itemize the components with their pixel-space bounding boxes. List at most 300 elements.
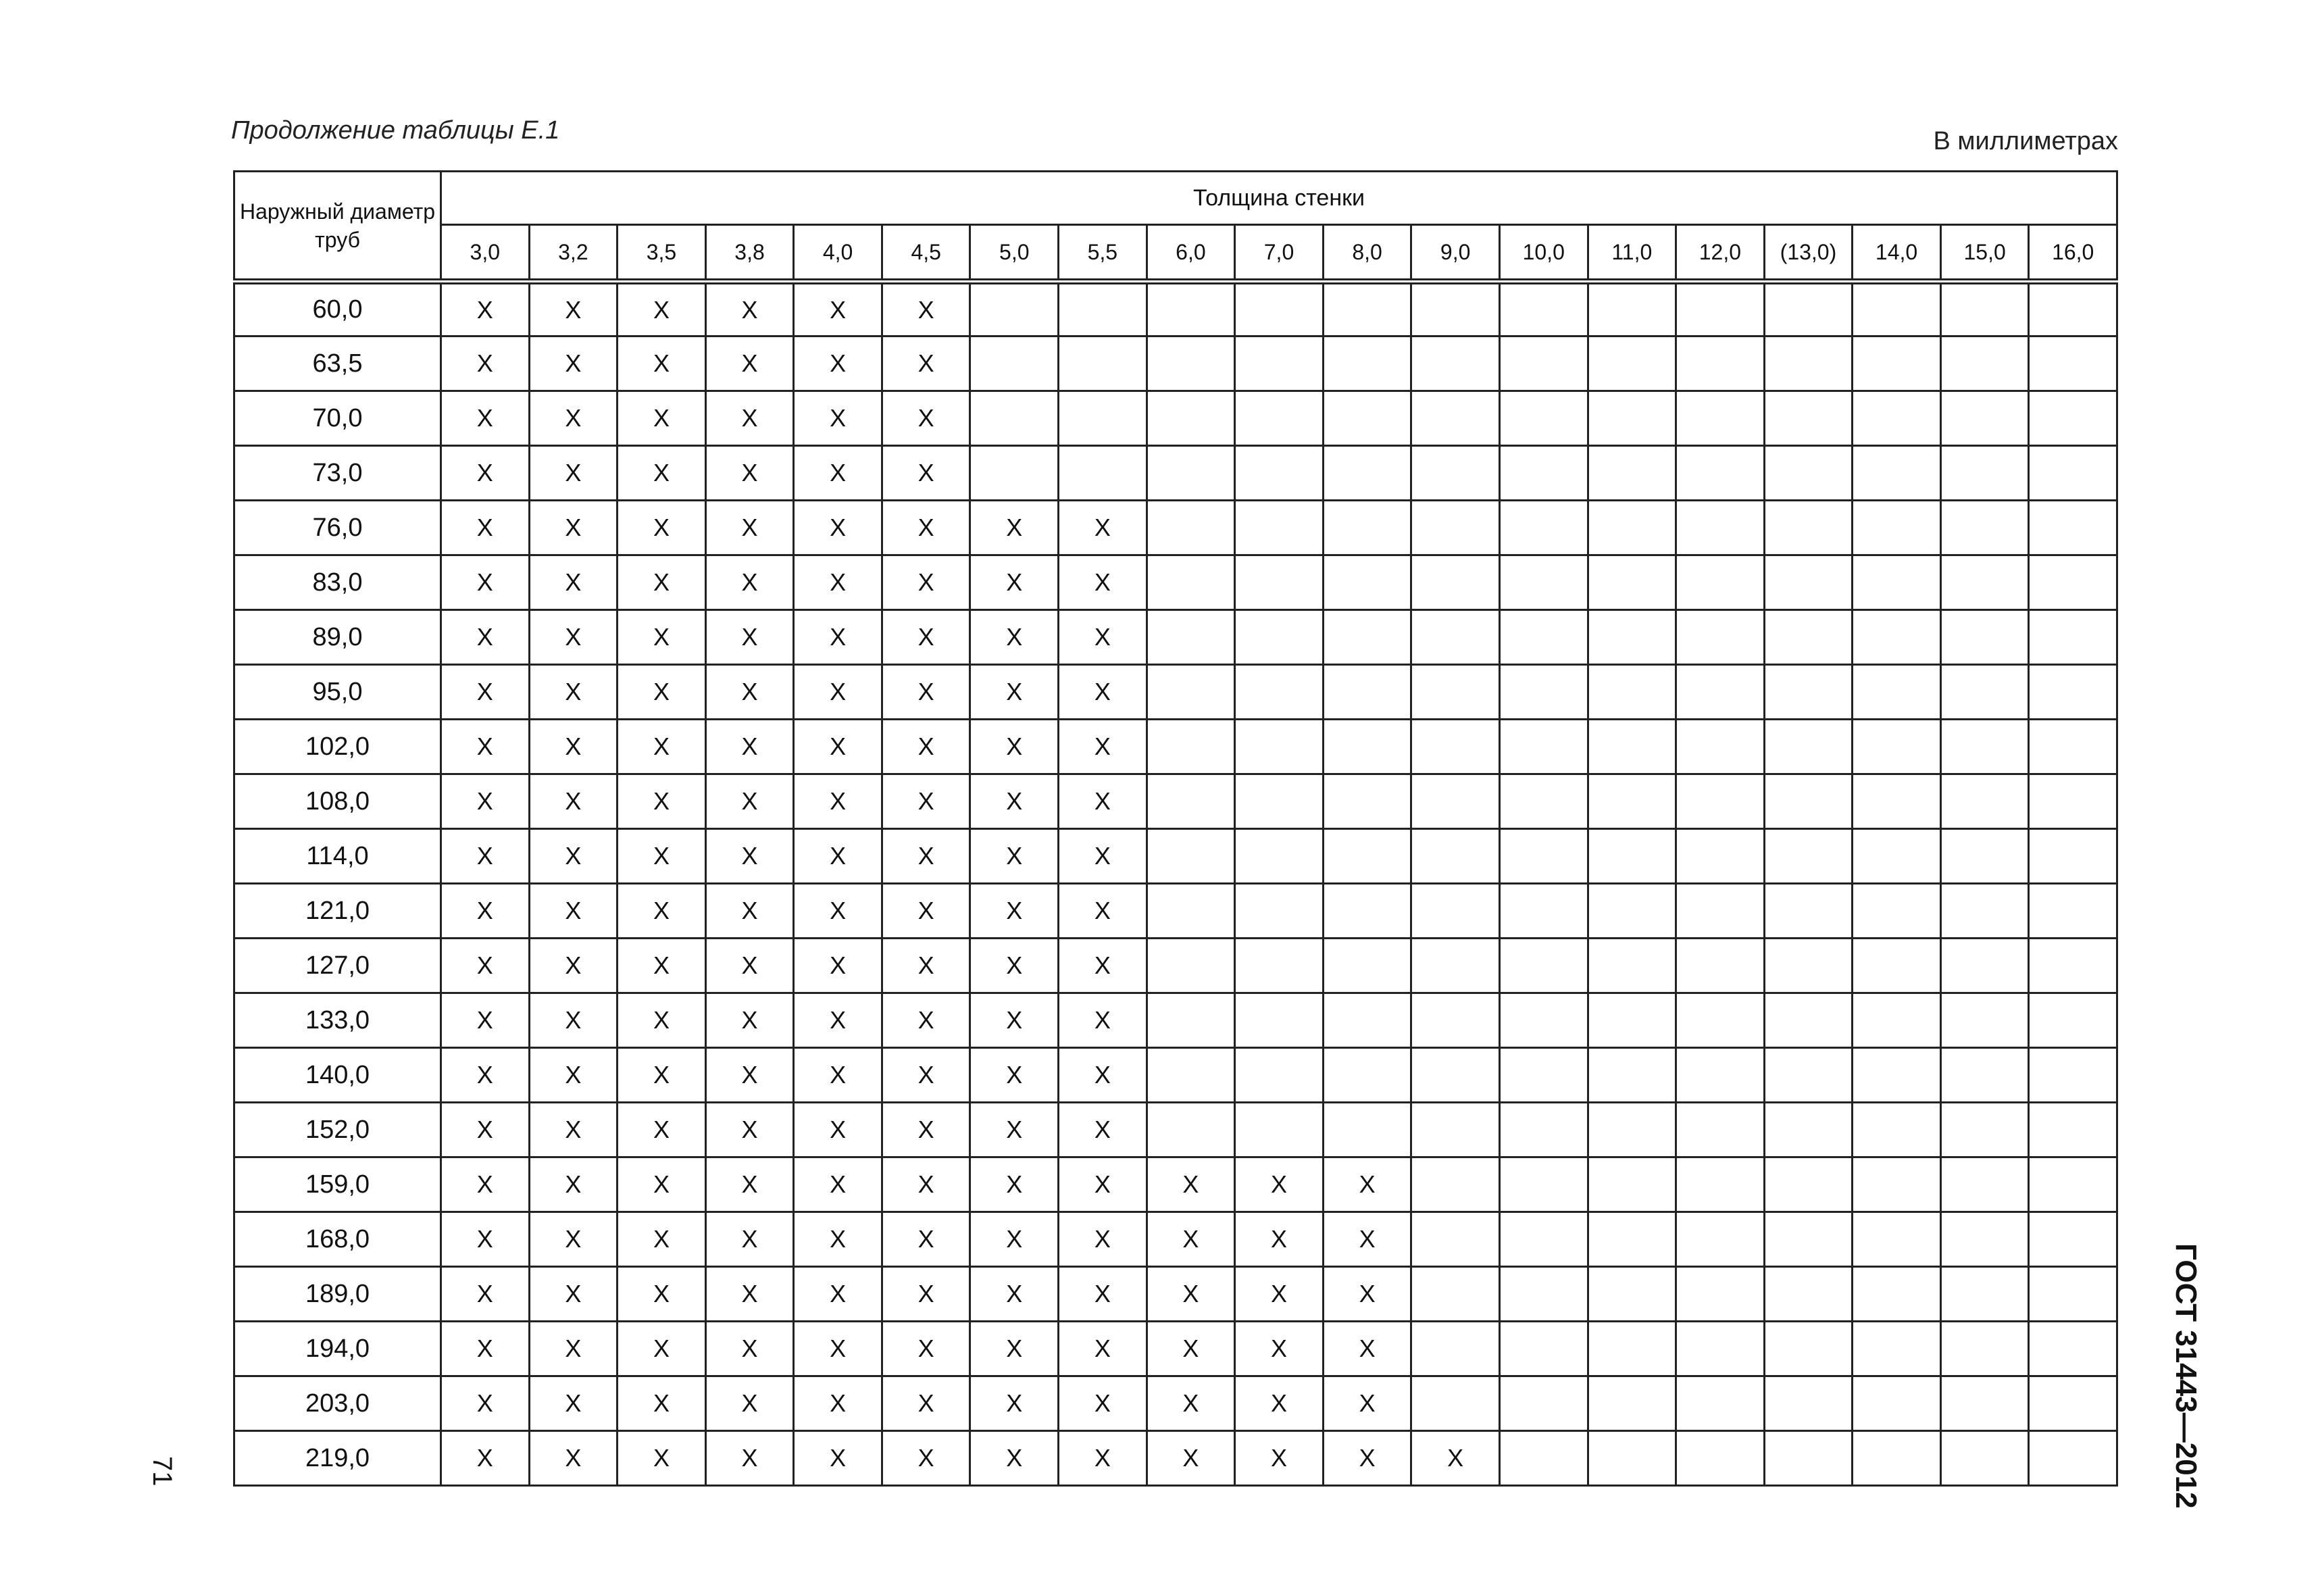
mark-cell: X <box>1323 1212 1411 1267</box>
mark-cell: X <box>970 1431 1059 1486</box>
empty-cell <box>1676 720 1765 774</box>
standard-label: ГОСТ 31443—2012 <box>2169 1243 2203 1509</box>
empty-cell <box>1323 610 1411 665</box>
mark-cell: X <box>705 555 794 610</box>
empty-cell <box>1323 391 1411 446</box>
table-row <box>234 610 2117 665</box>
mark-cell: X <box>794 1157 882 1212</box>
mark-cell: X <box>794 884 882 939</box>
mark-cell: X <box>970 665 1059 720</box>
empty-cell <box>1147 282 1235 336</box>
mark-cell: X <box>705 610 794 665</box>
thickness-cell: 15,0 <box>1940 225 2029 282</box>
empty-cell <box>1940 720 2029 774</box>
mark-cell: X <box>882 884 970 939</box>
mark-cell: X <box>705 446 794 501</box>
mark-cell: X <box>970 1267 1059 1322</box>
empty-cell <box>1411 1267 1500 1322</box>
mark-cell: X <box>618 665 706 720</box>
empty-cell <box>1853 501 1941 555</box>
mark-cell: X <box>1059 1212 1147 1267</box>
empty-cell <box>1323 993 1411 1048</box>
empty-cell <box>1853 829 1941 884</box>
empty-cell <box>1588 501 1676 555</box>
table-row <box>234 1267 2117 1322</box>
empty-cell <box>1323 774 1411 829</box>
empty-cell <box>1940 1431 2029 1486</box>
mark-cell: X <box>441 501 530 555</box>
mark-cell: X <box>529 446 618 501</box>
empty-cell <box>1411 555 1500 610</box>
empty-cell <box>1853 665 1941 720</box>
empty-cell <box>1853 939 1941 993</box>
diameter-header: Наружный диаметр труб <box>234 172 441 282</box>
mark-cell: X <box>882 1431 970 1486</box>
diameter-cell: 152,0 <box>234 1103 441 1157</box>
empty-cell <box>1676 1103 1765 1157</box>
empty-cell <box>1940 555 2029 610</box>
empty-cell <box>1853 282 1941 336</box>
empty-cell <box>1499 1376 1588 1431</box>
empty-cell <box>1235 993 1324 1048</box>
empty-cell <box>1588 282 1676 336</box>
thickness-cell: 14,0 <box>1853 225 1941 282</box>
empty-cell <box>1764 993 1853 1048</box>
mark-cell: X <box>794 1322 882 1376</box>
empty-cell <box>2029 993 2117 1048</box>
empty-cell <box>1676 1157 1765 1212</box>
mark-cell: X <box>1059 1322 1147 1376</box>
mark-cell: X <box>794 501 882 555</box>
mark-cell: X <box>794 1212 882 1267</box>
mark-cell: X <box>794 391 882 446</box>
mark-cell: X <box>441 1322 530 1376</box>
mark-cell: X <box>1059 829 1147 884</box>
empty-cell <box>2029 720 2117 774</box>
empty-cell <box>2029 1103 2117 1157</box>
mark-cell: X <box>705 1267 794 1322</box>
mark-cell: X <box>705 1157 794 1212</box>
empty-cell <box>1676 884 1765 939</box>
mark-cell: X <box>1059 774 1147 829</box>
empty-cell <box>1676 1267 1765 1322</box>
mark-cell: X <box>1235 1267 1324 1322</box>
mark-cell: X <box>970 939 1059 993</box>
mark-cell: X <box>882 336 970 391</box>
mark-cell: X <box>882 993 970 1048</box>
empty-cell <box>1147 939 1235 993</box>
mark-cell: X <box>882 1376 970 1431</box>
empty-cell <box>1147 774 1235 829</box>
empty-cell <box>1764 501 1853 555</box>
empty-cell <box>1764 555 1853 610</box>
empty-cell <box>2029 1322 2117 1376</box>
empty-cell <box>1147 720 1235 774</box>
empty-cell <box>1676 610 1765 665</box>
empty-cell <box>1147 993 1235 1048</box>
empty-cell <box>1764 1103 1853 1157</box>
empty-cell <box>1588 1157 1676 1212</box>
diameter-cell: 127,0 <box>234 939 441 993</box>
empty-cell <box>1764 665 1853 720</box>
empty-cell <box>1411 720 1500 774</box>
empty-cell <box>1323 1103 1411 1157</box>
mark-cell: X <box>529 829 618 884</box>
empty-cell <box>1499 1103 1588 1157</box>
table-row <box>234 720 2117 774</box>
empty-cell <box>1499 1322 1588 1376</box>
empty-cell <box>1588 1103 1676 1157</box>
mark-cell: X <box>529 665 618 720</box>
mark-cell: X <box>882 555 970 610</box>
empty-cell <box>1853 1103 1941 1157</box>
empty-cell <box>1676 939 1765 993</box>
empty-cell <box>1588 610 1676 665</box>
mark-cell: X <box>618 720 706 774</box>
empty-cell <box>1764 1267 1853 1322</box>
table-row <box>234 939 2117 993</box>
empty-cell <box>1499 391 1588 446</box>
diameter-cell: 102,0 <box>234 720 441 774</box>
mark-cell: X <box>441 555 530 610</box>
empty-cell <box>1059 336 1147 391</box>
mark-cell: X <box>529 1103 618 1157</box>
table-row <box>234 555 2117 610</box>
mark-cell: X <box>441 1048 530 1103</box>
empty-cell <box>1588 1376 1676 1431</box>
empty-cell <box>1940 446 2029 501</box>
diameter-cell: 133,0 <box>234 993 441 1048</box>
mark-cell: X <box>794 939 882 993</box>
empty-cell <box>1411 1103 1500 1157</box>
mark-cell: X <box>882 446 970 501</box>
diameter-cell: 76,0 <box>234 501 441 555</box>
empty-cell <box>1235 939 1324 993</box>
mark-cell: X <box>1235 1322 1324 1376</box>
empty-cell <box>1147 391 1235 446</box>
empty-cell <box>1499 446 1588 501</box>
table-row <box>234 1048 2117 1103</box>
mark-cell: X <box>970 610 1059 665</box>
empty-cell <box>1499 1157 1588 1212</box>
empty-cell <box>1499 939 1588 993</box>
empty-cell <box>970 391 1059 446</box>
mark-cell: X <box>441 1212 530 1267</box>
mark-cell: X <box>618 1267 706 1322</box>
mark-cell: X <box>1147 1157 1235 1212</box>
diameter-cell: 168,0 <box>234 1212 441 1267</box>
empty-cell <box>1499 665 1588 720</box>
empty-cell <box>1853 1267 1941 1322</box>
mark-cell: X <box>1059 1376 1147 1431</box>
mark-cell: X <box>1059 939 1147 993</box>
empty-cell <box>1853 1431 1941 1486</box>
empty-cell <box>970 336 1059 391</box>
empty-cell <box>1764 446 1853 501</box>
thickness-header: Толщина стенки <box>441 172 2117 225</box>
table-body <box>234 282 2117 1486</box>
mark-cell: X <box>882 1157 970 1212</box>
mark-cell: X <box>705 939 794 993</box>
mark-cell: X <box>794 993 882 1048</box>
empty-cell <box>1499 720 1588 774</box>
mark-cell: X <box>1059 665 1147 720</box>
mark-cell: X <box>970 884 1059 939</box>
diameter-cell: 140,0 <box>234 1048 441 1103</box>
mark-cell: X <box>618 884 706 939</box>
empty-cell <box>1676 1376 1765 1431</box>
empty-cell <box>1676 1048 1765 1103</box>
table-row <box>234 1431 2117 1486</box>
mark-cell: X <box>1059 993 1147 1048</box>
table-row <box>234 993 2117 1048</box>
mark-cell: X <box>1323 1376 1411 1431</box>
empty-cell <box>1676 282 1765 336</box>
mark-cell: X <box>441 665 530 720</box>
empty-cell <box>1853 884 1941 939</box>
empty-cell <box>2029 610 2117 665</box>
mark-cell: X <box>618 1103 706 1157</box>
empty-cell <box>1588 1048 1676 1103</box>
empty-cell <box>1940 336 2029 391</box>
empty-cell <box>1147 884 1235 939</box>
empty-cell <box>1940 391 2029 446</box>
empty-cell <box>1059 446 1147 501</box>
empty-cell <box>1235 829 1324 884</box>
empty-cell <box>1676 336 1765 391</box>
table-row <box>234 446 2117 501</box>
mark-cell: X <box>970 501 1059 555</box>
mark-cell: X <box>970 993 1059 1048</box>
empty-cell <box>1235 555 1324 610</box>
table-row <box>234 1157 2117 1212</box>
diameter-cell: 60,0 <box>234 282 441 336</box>
empty-cell <box>2029 1431 2117 1486</box>
empty-cell <box>2029 829 2117 884</box>
mark-cell: X <box>882 1103 970 1157</box>
empty-cell <box>1588 1322 1676 1376</box>
empty-cell <box>1147 446 1235 501</box>
mark-cell: X <box>441 1157 530 1212</box>
table-row <box>234 665 2117 720</box>
thickness-cell: 6,0 <box>1147 225 1235 282</box>
mark-cell: X <box>618 336 706 391</box>
table-row <box>234 1212 2117 1267</box>
empty-cell <box>1323 939 1411 993</box>
empty-cell <box>2029 774 2117 829</box>
empty-cell <box>2029 555 2117 610</box>
empty-cell <box>1853 993 1941 1048</box>
empty-cell <box>1411 391 1500 446</box>
mark-cell: X <box>882 1212 970 1267</box>
mark-cell: X <box>970 829 1059 884</box>
empty-cell <box>2029 336 2117 391</box>
empty-cell <box>1853 1376 1941 1431</box>
mark-cell: X <box>882 720 970 774</box>
mark-cell: X <box>1059 884 1147 939</box>
empty-cell <box>1588 1212 1676 1267</box>
mark-cell: X <box>529 774 618 829</box>
mark-cell: X <box>441 993 530 1048</box>
mark-cell: X <box>529 884 618 939</box>
mark-cell: X <box>705 884 794 939</box>
empty-cell <box>1940 884 2029 939</box>
mark-cell: X <box>1147 1376 1235 1431</box>
empty-cell <box>1323 501 1411 555</box>
empty-cell <box>1853 720 1941 774</box>
empty-cell <box>1499 774 1588 829</box>
thickness-header-row <box>234 225 2117 282</box>
table-row <box>234 774 2117 829</box>
table-row <box>234 884 2117 939</box>
mark-cell: X <box>529 1322 618 1376</box>
empty-cell <box>1411 336 1500 391</box>
empty-cell <box>1499 501 1588 555</box>
mark-cell: X <box>794 1431 882 1486</box>
empty-cell <box>1411 1212 1500 1267</box>
empty-cell <box>1588 446 1676 501</box>
units-label: В миллиметрах <box>1933 127 2118 155</box>
mark-cell: X <box>970 774 1059 829</box>
empty-cell <box>1940 829 2029 884</box>
mark-cell: X <box>705 1212 794 1267</box>
diameter-cell: 189,0 <box>234 1267 441 1322</box>
mark-cell: X <box>1323 1431 1411 1486</box>
mark-cell: X <box>618 939 706 993</box>
mark-cell: X <box>441 829 530 884</box>
mark-cell: X <box>705 720 794 774</box>
empty-cell <box>2029 1157 2117 1212</box>
empty-cell <box>1411 1048 1500 1103</box>
mark-cell: X <box>529 939 618 993</box>
mark-cell: X <box>705 774 794 829</box>
empty-cell <box>2029 501 2117 555</box>
mark-cell: X <box>794 1376 882 1431</box>
thickness-cell: 4,0 <box>794 225 882 282</box>
mark-cell: X <box>794 829 882 884</box>
empty-cell <box>1323 665 1411 720</box>
empty-cell <box>1235 446 1324 501</box>
empty-cell <box>1764 610 1853 665</box>
mark-cell: X <box>882 939 970 993</box>
mark-cell: X <box>441 1376 530 1431</box>
empty-cell <box>1147 829 1235 884</box>
empty-cell <box>1676 501 1765 555</box>
mark-cell: X <box>1147 1322 1235 1376</box>
empty-cell <box>1676 1431 1765 1486</box>
empty-cell <box>1235 610 1324 665</box>
empty-cell <box>1411 1322 1500 1376</box>
diameter-cell: 63,5 <box>234 336 441 391</box>
empty-cell <box>1940 1157 2029 1212</box>
mark-cell: X <box>705 1376 794 1431</box>
empty-cell <box>2029 446 2117 501</box>
empty-cell <box>1323 336 1411 391</box>
empty-cell <box>1940 610 2029 665</box>
diameter-cell: 95,0 <box>234 665 441 720</box>
empty-cell <box>1499 884 1588 939</box>
empty-cell <box>1940 1267 2029 1322</box>
mark-cell: X <box>705 282 794 336</box>
empty-cell <box>970 446 1059 501</box>
mark-cell: X <box>1059 1267 1147 1322</box>
empty-cell <box>1499 1431 1588 1486</box>
empty-cell <box>2029 1212 2117 1267</box>
mark-cell: X <box>441 884 530 939</box>
mark-cell: X <box>529 1157 618 1212</box>
empty-cell <box>1235 720 1324 774</box>
empty-cell <box>1147 665 1235 720</box>
thickness-cell: 5,5 <box>1059 225 1147 282</box>
empty-cell <box>1147 610 1235 665</box>
empty-cell <box>1588 555 1676 610</box>
empty-cell <box>1147 336 1235 391</box>
empty-cell <box>1499 1212 1588 1267</box>
mark-cell: X <box>794 282 882 336</box>
empty-cell <box>1676 391 1765 446</box>
mark-cell: X <box>1147 1267 1235 1322</box>
mark-cell: X <box>970 1103 1059 1157</box>
mark-cell: X <box>970 1322 1059 1376</box>
mark-cell: X <box>794 1103 882 1157</box>
diameter-cell: 203,0 <box>234 1376 441 1431</box>
mark-cell: X <box>882 391 970 446</box>
empty-cell <box>1764 884 1853 939</box>
empty-cell <box>1940 774 2029 829</box>
empty-cell <box>2029 939 2117 993</box>
empty-cell <box>1411 282 1500 336</box>
empty-cell <box>1499 610 1588 665</box>
mark-cell: X <box>618 829 706 884</box>
empty-cell <box>1411 939 1500 993</box>
mark-cell: X <box>529 336 618 391</box>
empty-cell <box>1147 1103 1235 1157</box>
empty-cell <box>1940 1212 2029 1267</box>
mark-cell: X <box>882 665 970 720</box>
mark-cell: X <box>705 336 794 391</box>
mark-cell: X <box>1147 1431 1235 1486</box>
empty-cell <box>1853 391 1941 446</box>
empty-cell <box>1764 720 1853 774</box>
diameter-cell: 219,0 <box>234 1431 441 1486</box>
table-caption: Продолжение таблицы Е.1 <box>231 116 560 145</box>
mark-cell: X <box>794 555 882 610</box>
mark-cell: X <box>441 1267 530 1322</box>
empty-cell <box>1411 1376 1500 1431</box>
mark-cell: X <box>618 1212 706 1267</box>
empty-cell <box>1764 336 1853 391</box>
mark-cell: X <box>970 1212 1059 1267</box>
empty-cell <box>2029 665 2117 720</box>
empty-cell <box>1764 1322 1853 1376</box>
empty-cell <box>1588 720 1676 774</box>
mark-cell: X <box>441 282 530 336</box>
mark-cell: X <box>618 282 706 336</box>
diameter-cell: 121,0 <box>234 884 441 939</box>
empty-cell <box>1235 665 1324 720</box>
empty-cell <box>1764 774 1853 829</box>
thickness-cell: 7,0 <box>1235 225 1324 282</box>
mark-cell: X <box>1059 1431 1147 1486</box>
empty-cell <box>1853 555 1941 610</box>
mark-cell: X <box>441 939 530 993</box>
empty-cell <box>1499 555 1588 610</box>
mark-cell: X <box>529 1212 618 1267</box>
table-row <box>234 391 2117 446</box>
empty-cell <box>1323 446 1411 501</box>
empty-cell <box>1411 829 1500 884</box>
mark-cell: X <box>1323 1157 1411 1212</box>
